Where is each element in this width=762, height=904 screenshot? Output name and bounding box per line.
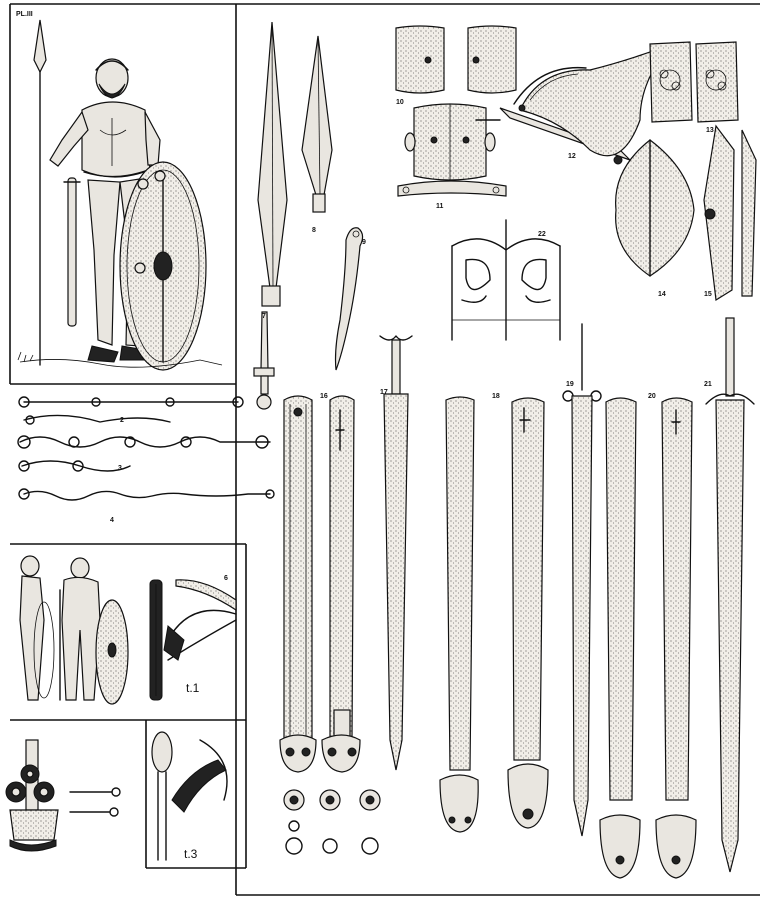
label-t3: t.3 (184, 847, 198, 861)
sword-21 (706, 318, 754, 872)
label-20: 20 (648, 393, 656, 400)
label-13: 13 (706, 127, 714, 134)
label-16: 16 (320, 393, 328, 400)
warrior-figure (18, 20, 222, 370)
label-11: 11 (436, 203, 444, 210)
spearhead-7 (258, 22, 287, 306)
label-6: 6 (224, 575, 228, 582)
chain-2 (19, 397, 243, 424)
shield-boss-14 (616, 140, 694, 276)
label-22: 22 (538, 231, 546, 238)
label-2: 2 (120, 417, 124, 424)
label-18: 18 (492, 393, 500, 400)
label-21: 21 (704, 381, 712, 388)
label-12: 12 (568, 153, 576, 160)
sword-16-beads (284, 790, 380, 854)
fitting-13 (650, 42, 738, 122)
dagger (254, 312, 274, 409)
chain-3 (18, 436, 270, 471)
label-9: 9 (362, 239, 366, 246)
label-17: 17 (380, 389, 388, 396)
label-t1: t.1 (186, 681, 200, 695)
inset-6 (10, 544, 246, 720)
spearhead-8 (302, 36, 332, 212)
label-10: 10 (396, 99, 404, 106)
fitting-11 (398, 104, 506, 196)
label-14: 14 (658, 291, 666, 298)
label-8: 8 (312, 227, 316, 234)
sword-20-blade (600, 398, 640, 878)
openwork-22 (452, 220, 560, 340)
label-3: 3 (118, 465, 122, 472)
label-4: 4 (110, 517, 114, 524)
sword-16-scabbard-right (322, 396, 360, 772)
label-15: 15 (704, 291, 712, 298)
sword-16-scabbard-left (280, 396, 316, 772)
sword-17 (380, 336, 412, 770)
sword-18-blade (440, 397, 478, 832)
sword-19 (563, 324, 601, 836)
sword-20-scabbard (656, 398, 696, 878)
label-19: 19 (566, 381, 574, 388)
fitting-10 (396, 26, 516, 93)
label-7: 7 (262, 313, 266, 320)
sword-18-scabbard (508, 398, 548, 828)
inset-t3 (6, 720, 246, 868)
shield-boss-15 (704, 126, 756, 300)
plate-number: PL.III (16, 11, 33, 18)
knife-9 (336, 228, 363, 370)
